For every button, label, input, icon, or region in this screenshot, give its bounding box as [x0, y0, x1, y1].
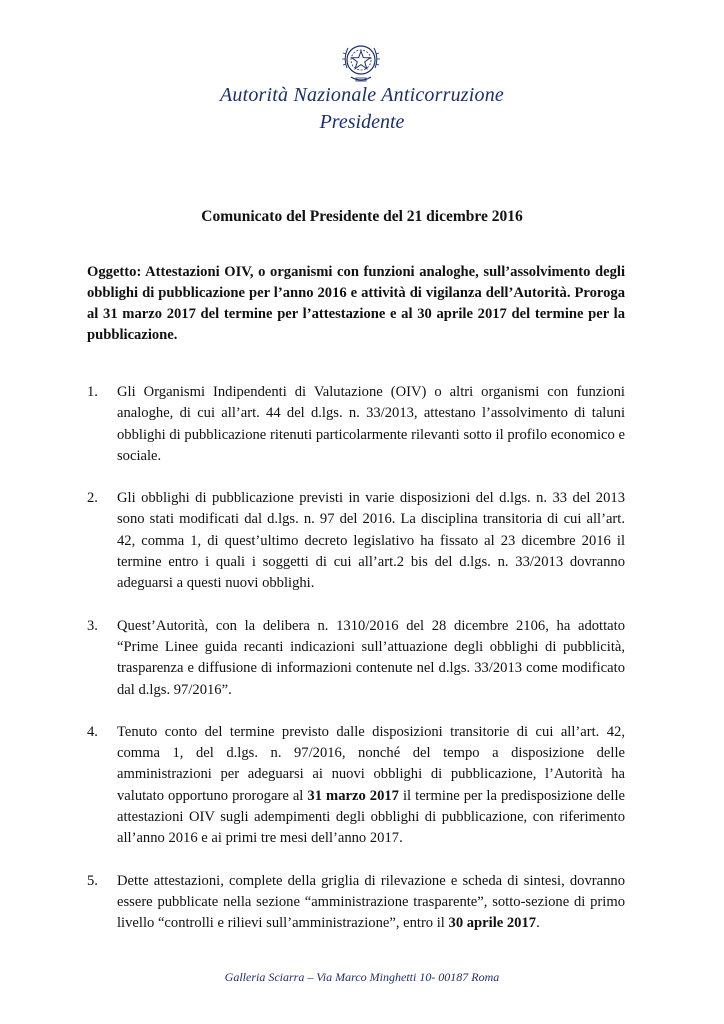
list-item	[87, 382, 625, 467]
point-number: 3.	[87, 617, 98, 634]
point-text: Dette attestazioni, complete della griglia di rilevazione e scheda di sintesi, dovranno essere pubblicate nella sezione “amministrazione trasparente”, sotto-sezione di primo livello “controlli e rilievi sull’amministrazione”, entro il	[117, 872, 625, 932]
numbered-points-list	[87, 382, 625, 956]
footer-address: Galleria Sciarra – Via Marco Minghetti 10- 00187 Roma	[224, 970, 500, 984]
point-text: Quest’Autorità, con la delibera n. 1310/2016 del 28 dicembre 2106, ha adottato “Prime Linee guida recanti indicazioni sull’attuazione degli obblighi di pubblicità, trasparenza e diffusione di informazioni contenute nel d.lgs. 33/2013 come modificato dal d.lgs. 97/2016”.	[117, 617, 625, 698]
letterhead-organization: Autorità Nazionale Anticorruzione	[219, 84, 504, 106]
italian-republic-emblem-icon	[339, 38, 383, 86]
point-text: il termine per la predisposizione delle attestazioni OIV sugli adempimenti degli obblighi di pubblicazione, con riferimento all’anno 2016 e ai primi tre mesi dell’anno 2017.	[117, 787, 625, 847]
point-text: Gli obblighi di pubblicazione previsti in varie disposizioni del d.lgs. n. 33 del 2013 sono stati modificati dal d.lgs. n. 97 del 2016. La disciplina transitoria di cui all’art. 42, comma 1, di quest’ultimo decreto legislativo ha fissato al 23 dicembre 2016 il termine entro i quali i soggetti di cui all’art.2 bis del d.lgs. n. 33/2013 dovranno adeguarsi a questi nuovi obblighi.	[117, 490, 625, 592]
list-item	[87, 616, 625, 701]
list-item	[87, 722, 625, 850]
point-text: .	[536, 915, 540, 932]
list-item	[87, 871, 625, 935]
deadline-emphasis: 31 marzo 2017	[307, 787, 399, 804]
point-text: Gli Organismi Indipendenti di Valutazione (OIV) o altri organismi con funzioni analoghe, di cui all’art. 44 del d.lgs. n. 33/2013, attestano l’assolvimento di taluni obblighi di pubblicazione ritenuti particolarmente rilevanti sotto il profilo economico e sociale.	[117, 384, 625, 464]
point-number: 4.	[87, 723, 98, 740]
list-item	[87, 488, 625, 594]
point-number: 1.	[87, 384, 98, 400]
letterhead-role: Presidente	[319, 111, 405, 133]
point-text: Tenuto conto del termine previsto dalle disposizioni transitorie di cui all’art. 42, comma 1, del d.lgs. n. 97/2016, nonché del tempo a disposizione delle amministrazioni per adeguarsi ai nuovi obblighi di pubblicazione, l’Autorità ha valutato opportuno prorogare al	[117, 723, 625, 804]
document-title: Comunicato del Presidente del 21 dicembre 2016	[201, 208, 523, 225]
point-number: 5.	[87, 872, 98, 889]
point-number: 2.	[87, 490, 98, 507]
subject-paragraph: Oggetto: Attestazioni OIV, o organismi con funzioni analoghe, sull’assolvimento degli obblighi di pubblicazione per l’anno 2016 e attività di vigilanza dell’Autorità. Proroga al 31 marzo 2017 del termine per l’attestazione e al 30 aprile 2017 del termine per la pubblicazione.	[87, 264, 625, 343]
deadline-emphasis: 30 aprile 2017	[448, 915, 537, 932]
